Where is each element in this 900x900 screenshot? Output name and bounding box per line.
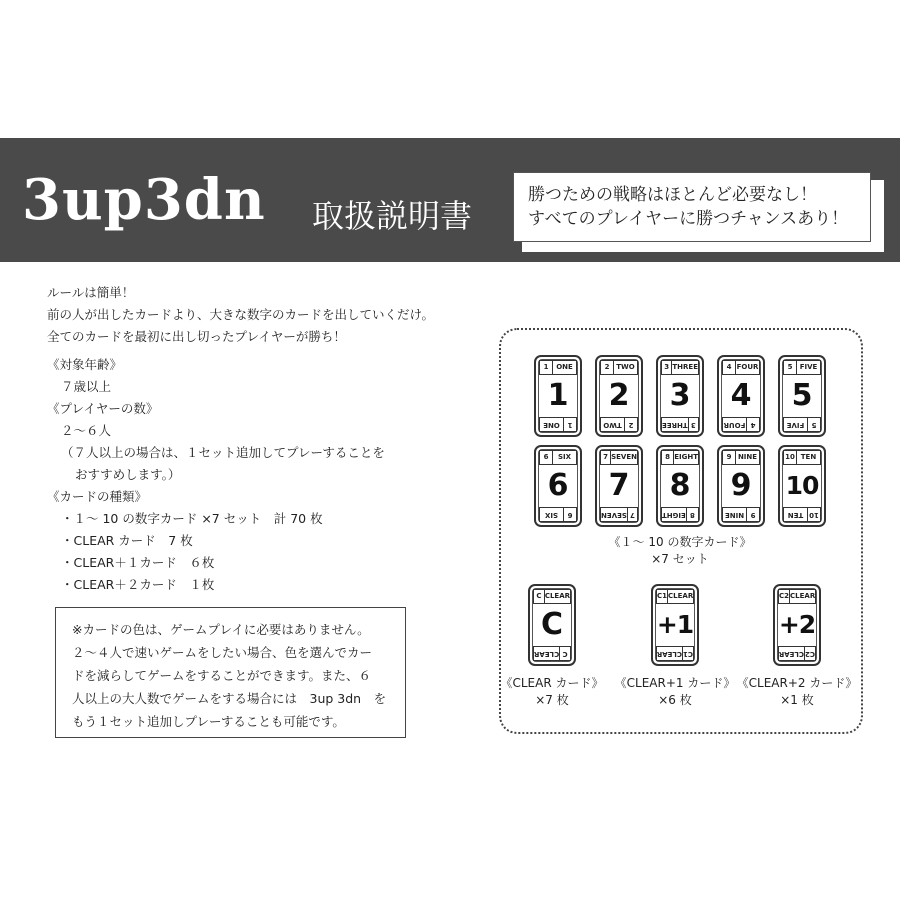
types-item: ・１～ 10 の数字カード ×7 セット 計 70 枚	[61, 511, 323, 526]
card-corner-label	[539, 507, 577, 522]
special-card-caption	[605, 675, 745, 709]
tagline-line: すべてのプレイヤーに勝つチャンスあり！	[528, 209, 849, 229]
special-card-caption	[727, 675, 867, 709]
special-caption-line: 《CLEAR+1 カード》	[614, 676, 736, 690]
card-big-value: 3	[669, 378, 691, 413]
card-corner-number: 4	[746, 418, 759, 431]
card-corner-word: TEN	[800, 453, 817, 461]
card-big-value: +2	[778, 610, 816, 639]
card-corner-word: THREE	[672, 363, 698, 371]
types-item: ・CLEAR＋２カード １枚	[61, 577, 215, 592]
card-corner-label	[656, 589, 694, 604]
card-corner-word: EIGHT	[674, 453, 698, 461]
note-line: もう１セット追加しプレーすることも可能です。	[72, 714, 345, 729]
card-corner-number: 1	[563, 418, 576, 431]
card-corner-label	[661, 417, 699, 432]
card-corner-word: ONE	[543, 421, 560, 429]
game-card	[717, 445, 765, 527]
players-value: ２～６人	[61, 423, 112, 438]
game-card	[717, 355, 765, 437]
card-corner-word: SIX	[557, 453, 572, 461]
card-corner-label	[600, 417, 638, 432]
card-corner-number: 6	[563, 508, 576, 521]
card-corner-label	[722, 360, 760, 375]
tagline-line: 勝つための戦略はほとんど必要なし！	[528, 185, 817, 205]
card-corner-word: CLEAR	[534, 650, 560, 658]
card-corner-label	[539, 417, 577, 432]
card-corner-label	[783, 417, 821, 432]
card-corner-number: 8	[662, 451, 674, 464]
card-corner-number: 9	[746, 508, 759, 521]
card-corner-word: FIVE	[799, 363, 818, 371]
card-big-value: 4	[730, 378, 752, 413]
card-corner-number: C2	[804, 647, 815, 660]
card-corner-number: 7	[627, 508, 637, 521]
card-corner-word: SIX	[544, 511, 559, 519]
card-corner-word: CLEAR	[656, 650, 682, 658]
card-corner-number: C	[559, 647, 570, 660]
card-big-value: 2	[608, 378, 630, 413]
card-corner-number: 2	[601, 361, 614, 374]
card-corner-word: CLEAR	[790, 592, 816, 600]
card-corner-number: 9	[723, 451, 736, 464]
card-big-value: 10	[785, 471, 819, 500]
card-corner-number: 1	[540, 361, 553, 374]
card-big-value: 6	[547, 468, 569, 503]
card-corner-number: 3	[688, 418, 698, 431]
card-corner-label	[722, 417, 760, 432]
card-corner-word: SEVEN	[601, 511, 627, 519]
card-corner-word: CLEAR	[544, 592, 570, 600]
card-corner-label	[661, 507, 699, 522]
card-corner-label	[600, 507, 638, 522]
rules-line: 前の人が出したカードより、大きな数字のカードを出していくだけ。	[47, 307, 435, 322]
product-title: 3up3dn	[22, 167, 266, 233]
card-corner-label	[722, 450, 760, 465]
card-corner-word: FOUR	[723, 421, 746, 429]
players-note: おすすめします。）	[75, 467, 181, 482]
card-corner-word: NINE	[737, 453, 758, 461]
card-big-value: C	[540, 607, 564, 642]
card-corner-word: ONE	[556, 363, 573, 371]
card-corner-number: 2	[624, 418, 637, 431]
card-corner-number: C	[534, 590, 545, 603]
special-card-caption	[482, 675, 622, 709]
card-corner-word: TEN	[787, 511, 804, 519]
card-corner-word: CLEAR	[778, 650, 804, 658]
card-corner-number: 7	[601, 451, 611, 464]
card-corner-word: FIVE	[786, 421, 805, 429]
card-big-value: 7	[608, 468, 630, 503]
game-card	[595, 445, 643, 527]
card-corner-number: C2	[779, 590, 790, 603]
types-item: ・CLEAR カード 7 枚	[61, 533, 193, 548]
game-card	[656, 445, 704, 527]
special-caption-line: 《CLEAR+2 カード》	[736, 676, 858, 690]
card-big-value: 8	[669, 468, 691, 503]
numbers-caption-line: ×7 セット	[651, 552, 709, 566]
game-card	[778, 355, 826, 437]
types-item: ・CLEAR＋１カード ６枚	[61, 555, 215, 570]
card-corner-label	[778, 589, 816, 604]
numbers-caption-line: 《１～ 10 の数字カード》	[608, 535, 752, 549]
card-corner-label	[783, 507, 821, 522]
rules-line: 全てのカードを最初に出し切ったプレイヤーが勝ち！	[47, 329, 346, 344]
card-corner-label	[656, 646, 694, 661]
card-big-value: +1	[656, 610, 694, 639]
game-card	[595, 355, 643, 437]
game-card	[534, 355, 582, 437]
card-big-value: 9	[730, 468, 752, 503]
card-corner-label	[783, 450, 821, 465]
rules-line: ルールは簡単！	[47, 285, 135, 300]
card-corner-label	[783, 360, 821, 375]
card-corner-word: THREE	[662, 421, 688, 429]
card-corner-number: 4	[723, 361, 736, 374]
card-corner-label	[539, 360, 577, 375]
game-card	[651, 584, 699, 666]
note-line: ※カードの色は、ゲームプレイに必要はありません。	[72, 622, 370, 637]
card-corner-number: 10	[807, 508, 820, 521]
types-heading: 《カードの種類》	[47, 489, 148, 504]
card-corner-number: 8	[686, 508, 698, 521]
note-line: ドを減らしてゲームをすることができます。また、６	[72, 668, 372, 683]
card-corner-word: CLEAR	[668, 592, 694, 600]
card-corner-label	[661, 450, 699, 465]
card-corner-label	[533, 589, 571, 604]
card-corner-label	[539, 450, 577, 465]
age-heading: 《対象年齢》	[47, 357, 123, 372]
card-corner-word: TWO	[603, 421, 622, 429]
players-note: （７人以上の場合は、１セット追加してプレーすることを	[61, 445, 385, 460]
card-corner-label	[600, 360, 638, 375]
game-card	[528, 584, 576, 666]
special-caption-line: ×6 枚	[658, 693, 692, 707]
numbers-caption	[590, 534, 770, 568]
card-corner-label	[661, 360, 699, 375]
card-big-value: 5	[791, 378, 813, 413]
game-card	[778, 445, 826, 527]
note-line: 人以上の大人数でゲームをする場合には 3up 3dn を	[72, 691, 387, 706]
game-card	[656, 355, 704, 437]
card-corner-label	[778, 646, 816, 661]
card-corner-word: TWO	[616, 363, 635, 371]
special-caption-line: ×1 枚	[780, 693, 814, 707]
card-corner-number: 6	[540, 451, 553, 464]
card-corner-word: SEVEN	[611, 453, 637, 461]
card-corner-number: 3	[662, 361, 672, 374]
card-corner-label	[600, 450, 638, 465]
special-caption-line: ×7 枚	[535, 693, 569, 707]
age-value: ７歳以上	[61, 379, 112, 394]
card-corner-label	[722, 507, 760, 522]
card-corner-number: C1	[682, 647, 693, 660]
card-corner-number: 10	[784, 451, 797, 464]
card-corner-word: FOUR	[736, 363, 759, 371]
game-card	[534, 445, 582, 527]
card-big-value: 1	[547, 378, 569, 413]
card-corner-number: 5	[784, 361, 797, 374]
rules-section	[47, 282, 487, 596]
card-corner-number: C1	[657, 590, 668, 603]
note-line: ２～４人で速いゲームをしたい場合、色を選んでカー	[72, 645, 373, 660]
card-corner-word: NINE	[724, 511, 745, 519]
special-caption-line: 《CLEAR カード》	[500, 676, 604, 690]
tagline-box	[513, 172, 871, 242]
card-corner-number: 5	[807, 418, 820, 431]
players-heading: 《プレイヤーの数》	[47, 401, 159, 416]
manual-subtitle: 取扱説明書	[312, 197, 473, 235]
card-corner-label	[533, 646, 571, 661]
game-card	[773, 584, 821, 666]
note-box	[55, 607, 406, 738]
card-corner-word: EIGHT	[662, 511, 686, 519]
